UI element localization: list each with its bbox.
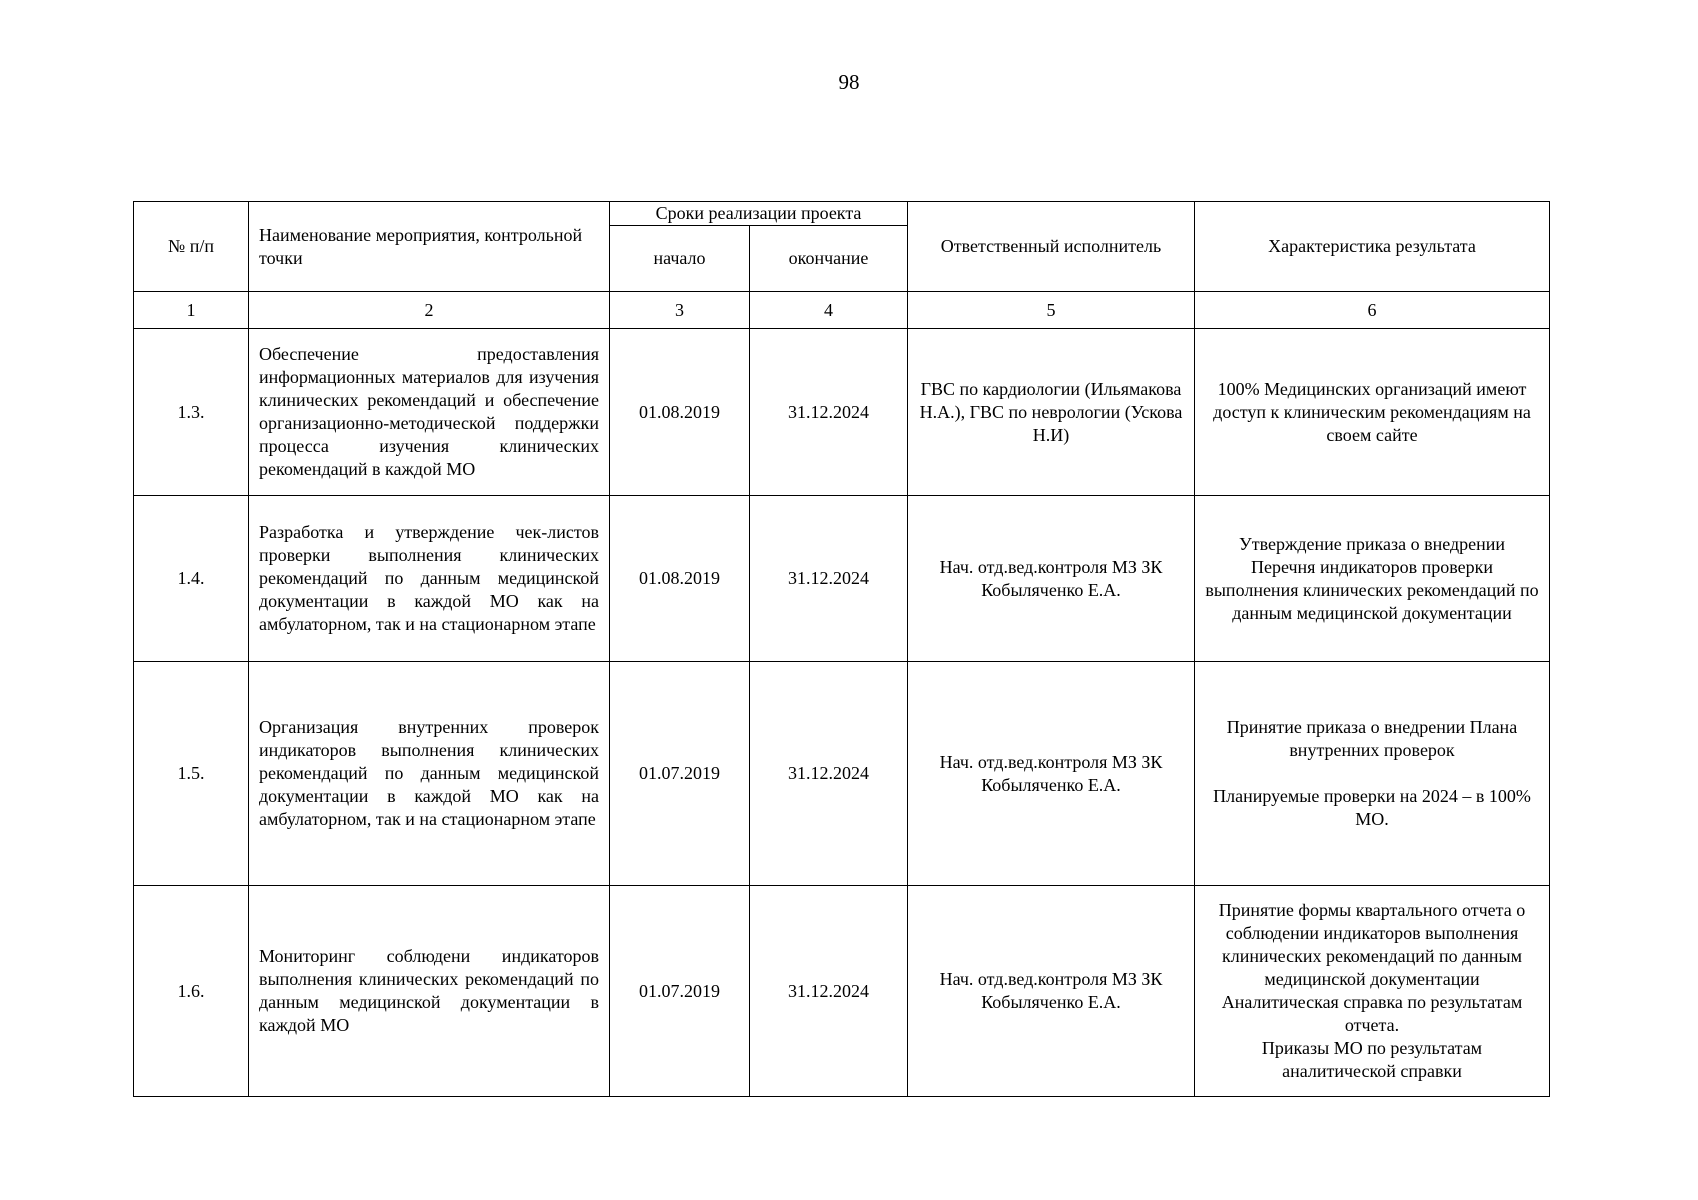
row-number: 1.6. (134, 886, 249, 1097)
column-number: 3 (610, 292, 750, 329)
column-number: 5 (908, 292, 1195, 329)
event-name: Обеспечение предоставления информационных материалов для изучения клинических рекомендаций и обеспечение организационно-методической поддержки процесса изучения клинических рекомендаций в каждой МО (249, 329, 610, 496)
result-line: Принятие приказа о внедрении Плана внутренних проверок (1226, 717, 1518, 760)
end-date: 31.12.2024 (750, 496, 908, 662)
result-line: Аналитическая справка по результатам отчета. (1221, 992, 1523, 1035)
action-plan-table (133, 201, 1550, 1097)
result-spacer (1205, 762, 1539, 785)
table-row (134, 329, 1550, 496)
end-date: 31.12.2024 (750, 662, 908, 886)
end-date: 31.12.2024 (750, 886, 908, 1097)
event-name: Мониторинг соблюдени индикаторов выполнения клинических рекомендаций по данным медицинской документации в каждой МО (249, 886, 610, 1097)
column-number: 6 (1195, 292, 1550, 329)
header-number: № п/п (134, 202, 249, 292)
result-line: Принятие формы квартального отчета о соблюдении индикаторов выполнения клинических рекомендаций по данным медицинской документации (1218, 900, 1526, 989)
result-description (1195, 886, 1550, 1097)
row-number: 1.3. (134, 329, 249, 496)
header-start: начало (610, 226, 750, 292)
result-line: Утверждение приказа о внедрении Перечня индикаторов проверки выполнения клинических рекомендаций по данным медицинской документации (1205, 533, 1539, 623)
column-number: 1 (134, 292, 249, 329)
start-date: 01.08.2019 (610, 496, 750, 662)
start-date: 01.08.2019 (610, 329, 750, 496)
result-line: Приказы МО по результатам аналитической справки (1261, 1038, 1483, 1081)
header-event-name: Наименование мероприятия, контрольной точки (249, 202, 610, 292)
responsible-person: ГВС по кардиологии (Ильямакова Н.А.), ГВС по неврологии (Ускова Н.И) (908, 329, 1195, 496)
row-number: 1.5. (134, 662, 249, 886)
result-line: Планируемые проверки на 2024 – в 100% МО. (1213, 786, 1531, 829)
result-description (1195, 329, 1550, 496)
start-date: 01.07.2019 (610, 886, 750, 1097)
header-responsible: Ответственный исполнитель (908, 202, 1195, 292)
page-number: 98 (838, 70, 860, 94)
event-name: Организация внутренних проверок индикаторов выполнения клинических рекомендаций по данным медицинской документации в каждой МО как на амбулаторном, так и на стационарном этапе (249, 662, 610, 886)
table-row (134, 662, 1550, 886)
column-number: 4 (750, 292, 908, 329)
column-number: 2 (249, 292, 610, 329)
event-name: Разработка и утверждение чек-листов проверки выполнения клинических рекомендаций по данным медицинской документации в каждой МО как на амбулаторном, так и на стационарном этапе (249, 496, 610, 662)
table-row (134, 886, 1550, 1097)
table-row (134, 496, 1550, 662)
responsible-person: Нач. отд.вед.контроля МЗ ЗК Кобыляченко Е.А. (908, 662, 1195, 886)
start-date: 01.07.2019 (610, 662, 750, 886)
result-description (1195, 496, 1550, 662)
header-result: Характеристика результата (1195, 202, 1550, 292)
responsible-person: Нач. отд.вед.контроля МЗ ЗК Кобыляченко Е.А. (908, 886, 1195, 1097)
header-end: окончание (750, 226, 908, 292)
responsible-person: Нач. отд.вед.контроля МЗ ЗК Кобыляченко Е.А. (908, 496, 1195, 662)
row-number: 1.4. (134, 496, 249, 662)
header-period: Сроки реализации проекта (610, 202, 908, 226)
end-date: 31.12.2024 (750, 329, 908, 496)
result-description (1195, 662, 1550, 886)
result-line: 100% Медицинских организаций имеют доступ к клиническим рекомендациям на своем сайте (1213, 378, 1531, 445)
column-number-row (134, 292, 1550, 329)
